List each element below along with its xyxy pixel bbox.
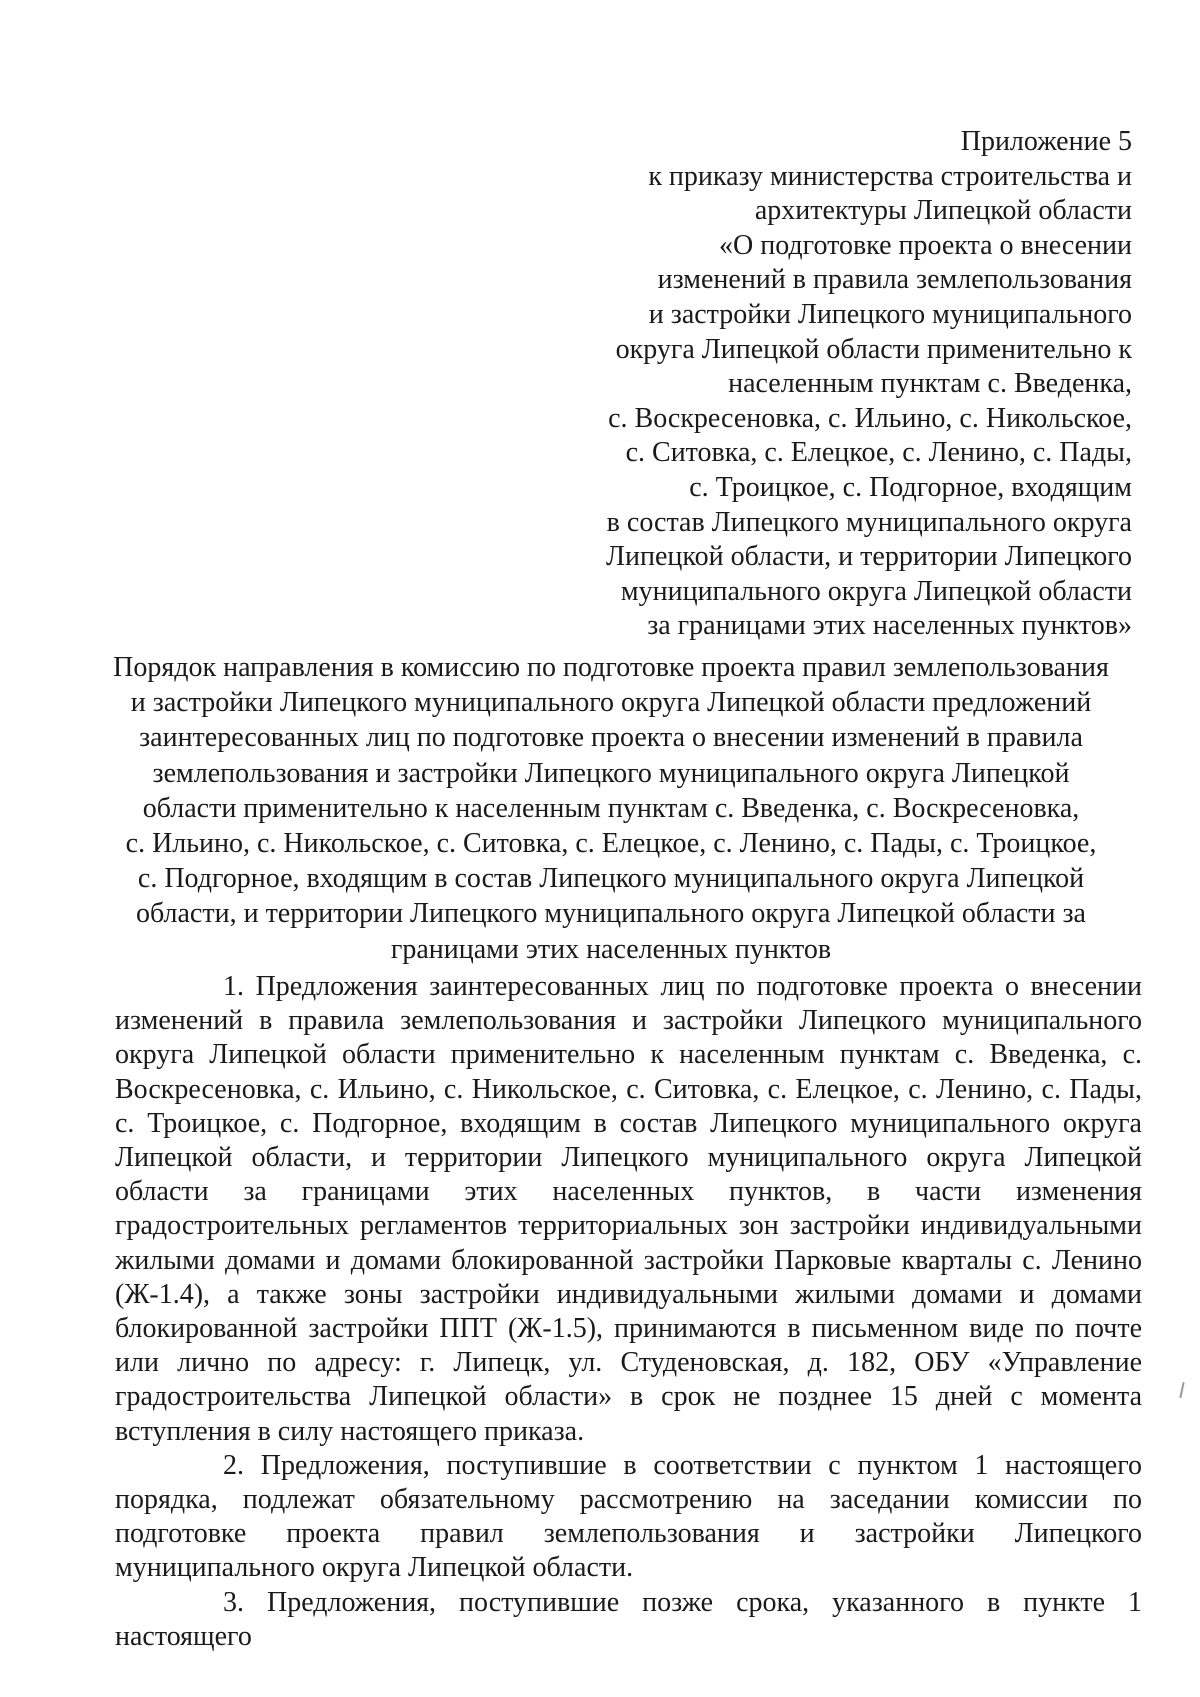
paragraph-number: 1. (223, 971, 244, 1002)
appendix-line: за границами этих населенных пунктов» (647, 610, 1132, 642)
appendix-line: округа Липецкой области применительно к (615, 333, 1132, 365)
appendix-line: с. Троицкое, с. Подгорное, входящим (689, 471, 1132, 503)
appendix-line: к приказу министерства строительства и (648, 160, 1132, 192)
title-line: области, и территории Липецкого муниципального округа Липецкой области за (135, 898, 1086, 930)
paragraph-number: 3. (223, 1586, 244, 1618)
title-line: заинтересованных лиц по подготовке проекта о внесении изменений в правила (139, 722, 1083, 754)
document-body (115, 970, 1142, 1654)
scan-margin-mark (1179, 1382, 1184, 1398)
title-line: с. Подгорное, входящим в состав Липецкого муниципального округа Липецкой (137, 863, 1085, 895)
appendix-line: Приложение 5 (960, 126, 1132, 157)
appendix-line: Липецкой области, и территории Липецкого (606, 541, 1132, 573)
paragraph-text: Предложения, поступившие в соответствии с пунктом 1 настоящего порядка, подлежат обязательному рассмотрению на заседании комиссии по подготовке проекта правил землепользования и застройки Липецкого муниципального округа Липецкой области. (115, 1449, 1142, 1584)
title-line: с. Ильино, с. Никольское, с. Ситовка, с. Елецкое, с. Ленино, с. Пады, с. Троицкое, (125, 828, 1097, 860)
title-line: границами этих населенных пунктов (390, 933, 832, 965)
appendix-line: с. Ситовка, с. Елецкое, с. Ленино, с. Пады, (625, 437, 1132, 469)
appendix-line: в состав Липецкого муниципального округа (606, 506, 1132, 538)
document-title (110, 650, 1112, 967)
paragraph-number: 2. (223, 1449, 244, 1481)
paragraph-2 (115, 1449, 1142, 1586)
appendix-line: архитектуры Липецкой области (754, 195, 1132, 227)
appendix-line: муниципального округа Липецкой области (620, 575, 1132, 607)
appendix-line: с. Воскресеновка, с. Ильино, с. Никольское, (608, 402, 1132, 434)
paragraph-1 (115, 970, 1142, 1449)
appendix-line: изменений в правила землепользования (657, 264, 1132, 296)
title-line: землепользования и застройки Липецкого муниципального округа Липецкой (152, 757, 1070, 789)
paragraph-3 (115, 1586, 1142, 1654)
appendix-line: «О подготовке проекта о внесении (719, 229, 1132, 261)
appendix-header (492, 125, 1132, 644)
paragraph-text: Предложения, поступившие позже срока, указанного в пункте 1 настоящего (115, 1586, 1143, 1652)
appendix-line: населенным пунктам с. Введенка, (728, 368, 1132, 400)
title-line: области применительно к населенным пунктам с. Введенка, с. Воскресеновка, (142, 792, 1080, 824)
appendix-line: и застройки Липецкого муниципального (648, 298, 1132, 330)
title-line: Порядок направления в комиссию по подготовке проекта правил землепользования (113, 652, 1109, 683)
title-line: и застройки Липецкого муниципального округа Липецкой области предложений (130, 687, 1092, 719)
paragraph-text: Предложения заинтересованных лиц по подготовке проекта о внесении изменений в правила землепользования и застройки Липецкого муниципального округа Липецкой области применительно к населенным пунктам с. Введенка, с. Воскресеновка, с. Ильино, с. Никольское, с. Ситовка, с. Елецкое, с. Ленино, с. Пады, с. Троицкое, с. Подгорное, входящим в состав Липецкого муниципального округа Липецкой области, и территории Липецкого муниципального округа Липецкой области за границами этих населенных пунктов, в части изменения градостроительных регламентов территориальных зон застройки индивидуальными жилыми домами и домами блокированной застройки Парковые кварталы с. Ленино (Ж-1.4), а также зоны застройки индивидуальными жилыми домами и домами блокированной застройки ППТ (Ж-1.5), принимаются в письменном виде по почте или лично по адресу: г. Липецк, ул. Студеновская, д. 182, ОБУ «Управление градостроительства Липецкой области» в срок не позднее 15 дней с момента вступления в силу настоящего приказа. (115, 971, 1143, 1447)
